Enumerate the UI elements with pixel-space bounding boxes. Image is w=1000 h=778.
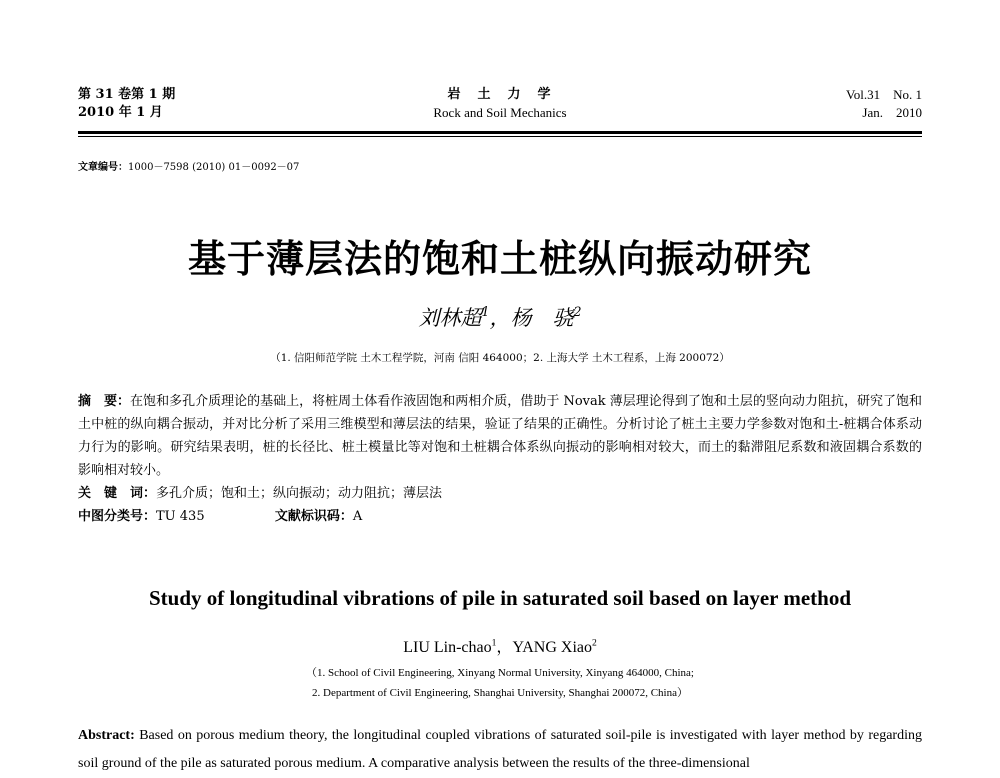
abstract-cn-label: 摘 要： <box>78 394 131 409</box>
authors-cn <box>0 302 1000 332</box>
date-cn: 2010 年 1 月 <box>78 105 163 120</box>
author-1-cn: 刘林超 <box>418 306 482 330</box>
volume-en: Vol.31 No. 1 <box>846 87 922 102</box>
keywords-cn <box>78 482 922 505</box>
keywords-cn-label: 关 键 词： <box>78 486 157 501</box>
abstract-cn-text: 在饱和多孔介质理论的基础上，将桩周土体看作液固饱和两相介质，借助于 Novak 薄层理论得到了饱和土层的竖向动力阻抗，研究了饱和土中桩的纵向耦合振动，并对比分析了采用三维模型和薄层法的结果，验证了结果的正确性。分析讨论了桩土主要力学参数对饱和土-桩耦合体系动力行为的影响。研究结果表明，桩的长径比、桩土模量比等对饱和土桩耦合体系纵向振动的影响相对较大，而土的黏滞阻尼系数和液固耦合系数的影响相对较小。 <box>78 394 922 478</box>
author-2-sup: 2 <box>573 304 582 320</box>
clc-label: 中图分类号： <box>78 509 157 524</box>
author-2-en: YANG Xiao <box>512 639 592 656</box>
author-sep-en: ， <box>496 639 513 656</box>
affiliation-en-line2: 2. Department of Civil Engineering, Shanghai University, Shanghai 200072, China） <box>312 687 688 699</box>
clc-value: TU 435 <box>156 509 205 524</box>
abstract-en-label: Abstract: <box>78 728 135 743</box>
article-number-label: 文章编号： <box>78 162 128 173</box>
keywords-cn-text: 多孔介质；饱和土；纵向振动；动力阻抗；薄层法 <box>156 486 443 501</box>
abstract-en <box>78 722 922 778</box>
abstract-cn <box>78 390 922 528</box>
authors-en <box>0 634 1000 657</box>
article-number <box>78 158 299 173</box>
abstract-en-text: Based on porous medium theory, the longitudinal coupled vibrations of saturated soil-pile is investigated with layer method by regarding soil ground of the pile as saturated porous medium. A comparative analysis between the results of the three-dimensional <box>78 728 922 771</box>
title-cn: 基于薄层法的饱和土桩纵向振动研究 <box>187 237 812 281</box>
abstract-cn-paragraph <box>78 390 922 482</box>
header-rule-thick <box>78 131 922 134</box>
doc-code-label: 文献标识码： <box>274 509 353 524</box>
date-en: Jan. 2010 <box>862 105 922 120</box>
classification-cn <box>78 505 922 528</box>
author-1-en-sup: 1 <box>491 637 497 649</box>
author-2-en-sup: 2 <box>591 637 597 649</box>
title-en: Study of longitudinal vibrations of pile in saturated soil based on layer method <box>148 586 852 610</box>
journal-volume-en <box>846 86 922 122</box>
article-number-value: 1000－7598 (2010) 01－0092－07 <box>128 162 300 173</box>
doc-code-value: A <box>352 509 363 524</box>
affiliation-en-line1: （1. School of Civil Engineering, Xinyang Normal University, Xinyang 464000, China; <box>306 667 694 679</box>
affiliation-cn: （1. 信阳师范学院 土木工程学院，河南 信阳 464000；2. 上海大学 土木工程系，上海 200072） <box>270 352 730 364</box>
author-1-en: LIU Lin-chao <box>403 639 492 656</box>
author-1-sup: 1 <box>481 304 490 320</box>
author-2-cn: 杨 骁 <box>510 306 574 330</box>
author-sep-cn: ， <box>489 306 511 330</box>
journal-name-cn: 岩 土 力 学 <box>447 87 553 102</box>
header-rule-thin <box>78 136 922 137</box>
journal-name-en: Rock and Soil Mechanics <box>433 105 567 120</box>
issue-cn: 第 31 卷第 1 期 <box>78 87 176 102</box>
